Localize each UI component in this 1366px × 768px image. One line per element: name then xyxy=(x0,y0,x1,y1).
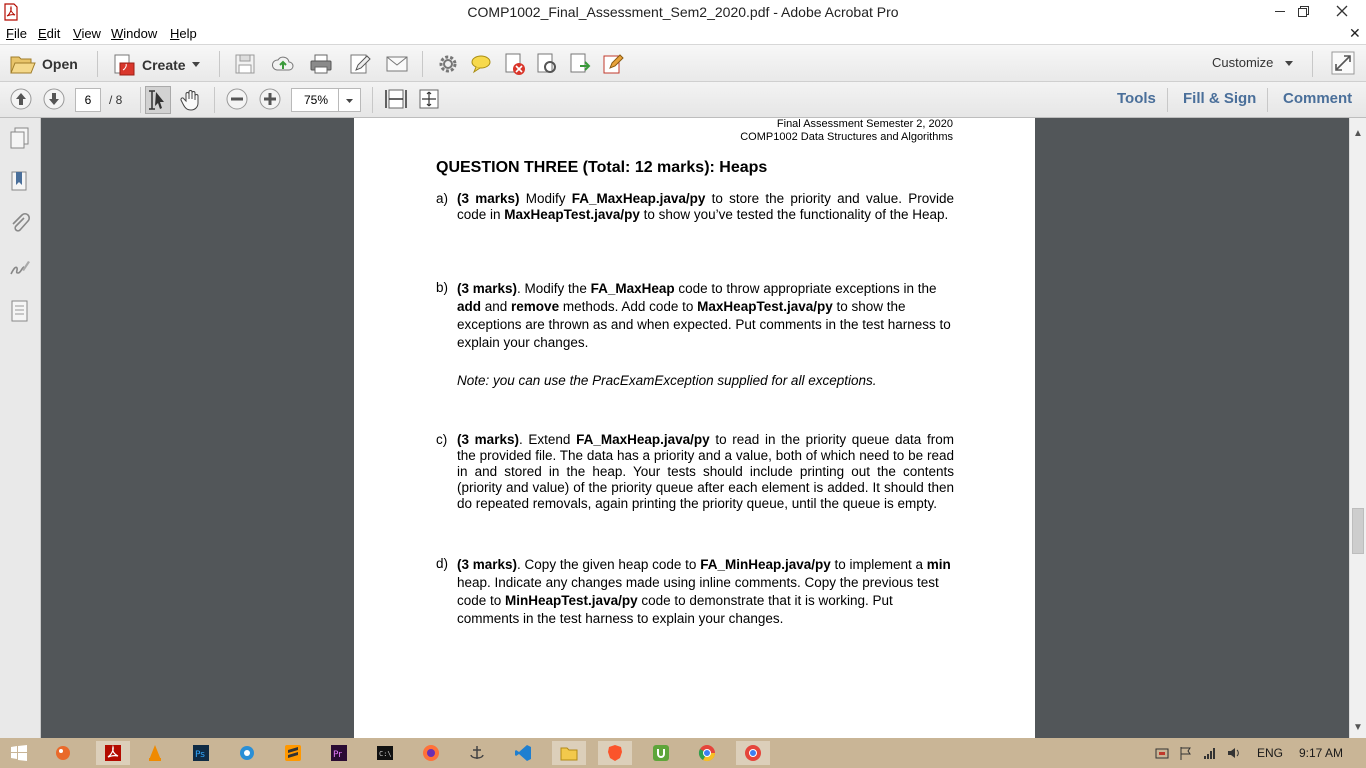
next-page-icon[interactable] xyxy=(42,87,66,111)
restore-button[interactable] xyxy=(1285,0,1321,22)
zoom-dropdown[interactable] xyxy=(339,88,361,112)
text-select-cursor-icon xyxy=(146,87,170,113)
main-toolbar xyxy=(0,44,1366,82)
vscode-icon xyxy=(514,744,532,762)
page-thumbnails-icon[interactable] xyxy=(8,126,32,150)
menu-bar xyxy=(0,24,1366,44)
taskbar-app-sublime[interactable] xyxy=(280,741,306,765)
flag-icon[interactable] xyxy=(1176,741,1196,765)
edit-pdf-icon[interactable] xyxy=(601,52,625,76)
volume-icon[interactable] xyxy=(1224,741,1244,765)
minimize-icon xyxy=(1275,6,1285,16)
toolbar-separator xyxy=(1267,88,1268,112)
tray-network-adapter-icon[interactable] xyxy=(1152,741,1172,765)
taskbar-app-chrome[interactable] xyxy=(694,741,720,765)
email-icon[interactable] xyxy=(385,52,409,76)
toolbar-separator xyxy=(140,87,141,113)
extract-page-icon[interactable] xyxy=(568,52,592,76)
page-header-line1: Final Assessment Semester 2, 2020 xyxy=(776,118,953,130)
edit-document-icon[interactable] xyxy=(348,52,372,76)
start-button[interactable] xyxy=(6,741,32,765)
taskbar-app-brave[interactable] xyxy=(598,741,632,765)
firefox-icon xyxy=(422,744,440,762)
menu-file[interactable]: File xyxy=(6,26,27,41)
signatures-icon[interactable] xyxy=(8,256,32,280)
zoom-out-icon[interactable] xyxy=(225,87,249,111)
question-part-a: a) (3 marks) Modify FA_MaxHeap.java/py to store the priority and value. Provide code in MaxHeapTest.java/py to show you’ve tested the functionality of the Heap. xyxy=(436,191,954,222)
menu-window[interactable]: Window xyxy=(111,26,158,41)
svg-text:Pr: Pr xyxy=(333,750,342,760)
settings-icon xyxy=(238,744,256,762)
premiere-icon xyxy=(330,744,348,762)
restore-icon xyxy=(1298,6,1309,17)
taskbar-app-premiere[interactable] xyxy=(326,741,352,765)
zoom-in-icon[interactable] xyxy=(258,87,282,111)
title-bar xyxy=(0,0,1366,24)
print-icon[interactable] xyxy=(309,52,333,76)
question-title: QUESTION THREE (Total: 12 marks): Heaps xyxy=(436,159,768,176)
windows-logo-icon xyxy=(11,745,27,761)
sublime-icon xyxy=(284,744,302,762)
page-count: / 8 xyxy=(109,93,123,107)
taskbar-app-utorrent[interactable] xyxy=(648,741,674,765)
taskbar-app-vscode[interactable] xyxy=(510,741,536,765)
taskbar-app-vlc[interactable] xyxy=(142,741,168,765)
utorrent-icon xyxy=(652,744,670,762)
zoom-level-input[interactable]: 75% xyxy=(291,88,339,112)
document-viewport[interactable] xyxy=(41,118,1349,738)
svg-text:Ps: Ps xyxy=(195,750,205,760)
exception-note: Note: you can use the PracExamException supplied for all exceptions. xyxy=(457,373,877,388)
fit-width-icon[interactable] xyxy=(384,87,408,111)
navigation-pane xyxy=(0,118,41,738)
menu-edit[interactable]: Edit xyxy=(38,26,61,41)
taskbar-app-chrome-2[interactable] xyxy=(736,741,770,765)
page-number-input[interactable]: 6 xyxy=(75,88,101,112)
chevron-down-icon xyxy=(339,89,359,111)
anchor-icon xyxy=(468,744,486,762)
brave-icon xyxy=(606,744,624,762)
attachments-icon[interactable] xyxy=(8,212,32,236)
menu-help[interactable]: Help xyxy=(170,26,197,41)
folder-icon xyxy=(10,53,36,75)
taskbar-app-firefox[interactable] xyxy=(418,741,444,765)
chevron-down-icon xyxy=(192,62,200,68)
toolbar-separator xyxy=(422,51,423,77)
save-icon[interactable] xyxy=(233,52,257,76)
photoshop-icon xyxy=(192,744,210,762)
create-button[interactable]: Create xyxy=(112,53,200,77)
question-part-c: c) (3 marks). Extend FA_MaxHeap.java/py to read in the priority queue data from the provided file. The data has a priority and a value, both of which need to be read in and stored in the heap. Your tests should include printing out the contents (priority and value) of the priority queue after each element is added. It should then do repeated removals, again printing the priority queue, until the queue is empty. xyxy=(436,432,954,511)
customize-dropdown[interactable]: Customize xyxy=(1212,55,1293,70)
navigation-toolbar xyxy=(0,82,1366,118)
expand-view-icon[interactable] xyxy=(1331,51,1355,75)
terminal-icon xyxy=(376,744,394,762)
taskbar-app-anchor[interactable] xyxy=(464,741,490,765)
window-title: COMP1002_Final_Assessment_Sem2_2020.pdf - Adobe Acrobat Pro xyxy=(467,4,899,20)
cloud-upload-icon[interactable] xyxy=(271,52,295,76)
toolbar-separator xyxy=(1167,88,1168,112)
paint-icon xyxy=(54,744,72,762)
svg-text:C:\: C:\ xyxy=(379,750,392,758)
toolbar-separator xyxy=(1312,51,1313,77)
taskbar-app-photoshop[interactable] xyxy=(188,741,214,765)
pdf-page xyxy=(354,118,1035,738)
create-pdf-icon xyxy=(112,53,136,77)
taskbar-app-paint[interactable] xyxy=(50,741,76,765)
menu-view[interactable]: View xyxy=(73,26,101,41)
toolbar-separator xyxy=(97,51,98,77)
question-part-d: d) (3 marks). Copy the given heap code to FA_MinHeap.java/py to implement a min heap. Indicate any changes made using inline comments. Copy the previous test code to MinHeapTest.java/py code to demonstrate that it is working. Put comments in the test harness to explain your changes. xyxy=(436,556,951,626)
acrobat-icon xyxy=(104,744,122,762)
taskbar xyxy=(0,738,1366,768)
close-document-icon[interactable]: ✕ xyxy=(1349,25,1361,41)
delete-page-icon[interactable] xyxy=(503,52,527,76)
chevron-down-icon xyxy=(1285,61,1293,67)
close-icon xyxy=(1336,5,1348,17)
fill-sign-pane-button[interactable]: Fill & Sign xyxy=(1183,90,1257,107)
wifi-signal-icon[interactable] xyxy=(1200,741,1220,765)
page-properties-icon[interactable] xyxy=(535,52,559,76)
taskbar-app-acrobat[interactable] xyxy=(96,741,130,765)
scroll-up-icon[interactable]: ▲ xyxy=(1353,128,1363,139)
toolbar-separator xyxy=(372,87,373,113)
select-tool-button[interactable] xyxy=(145,86,171,114)
bookmarks-icon[interactable] xyxy=(8,169,32,193)
folder-icon xyxy=(560,745,578,761)
vlc-icon xyxy=(146,744,164,762)
close-window-button[interactable] xyxy=(1318,0,1366,22)
taskbar-app-terminal[interactable] xyxy=(372,741,398,765)
scroll-thumb[interactable] xyxy=(1352,508,1364,554)
page-header-line2: COMP1002 Data Structures and Algorithms xyxy=(740,131,953,143)
hand-tool-icon[interactable] xyxy=(179,88,203,112)
scroll-down-icon[interactable]: ▼ xyxy=(1353,722,1363,733)
layers-icon[interactable] xyxy=(8,299,32,323)
chrome-icon xyxy=(744,744,762,762)
previous-page-icon[interactable] xyxy=(9,87,33,111)
language-indicator[interactable]: ENG xyxy=(1257,746,1284,760)
gear-icon[interactable] xyxy=(436,52,460,76)
comment-icon[interactable] xyxy=(469,52,493,76)
taskbar-app-explorer[interactable] xyxy=(552,741,586,765)
tools-pane-button[interactable]: Tools xyxy=(1117,90,1156,107)
vertical-scrollbar[interactable] xyxy=(1349,118,1366,738)
toolbar-separator xyxy=(214,87,215,113)
open-button[interactable]: Open xyxy=(10,53,78,75)
taskbar-app-settings[interactable] xyxy=(234,741,260,765)
toolbar-separator xyxy=(219,51,220,77)
chrome-icon xyxy=(698,744,716,762)
question-part-b: b) (3 marks). Modify the FA_MaxHeap code to throw appropriate exceptions in the add and remove methods. Add code to MaxHeapTest.java/py to show the exceptions are thrown as and when expected. Put comments in the test harness to explain your changes. xyxy=(436,280,951,350)
fit-page-icon[interactable] xyxy=(417,87,441,111)
comment-pane-button[interactable]: Comment xyxy=(1283,90,1353,107)
clock[interactable]: 9:17 AM xyxy=(1299,746,1344,760)
